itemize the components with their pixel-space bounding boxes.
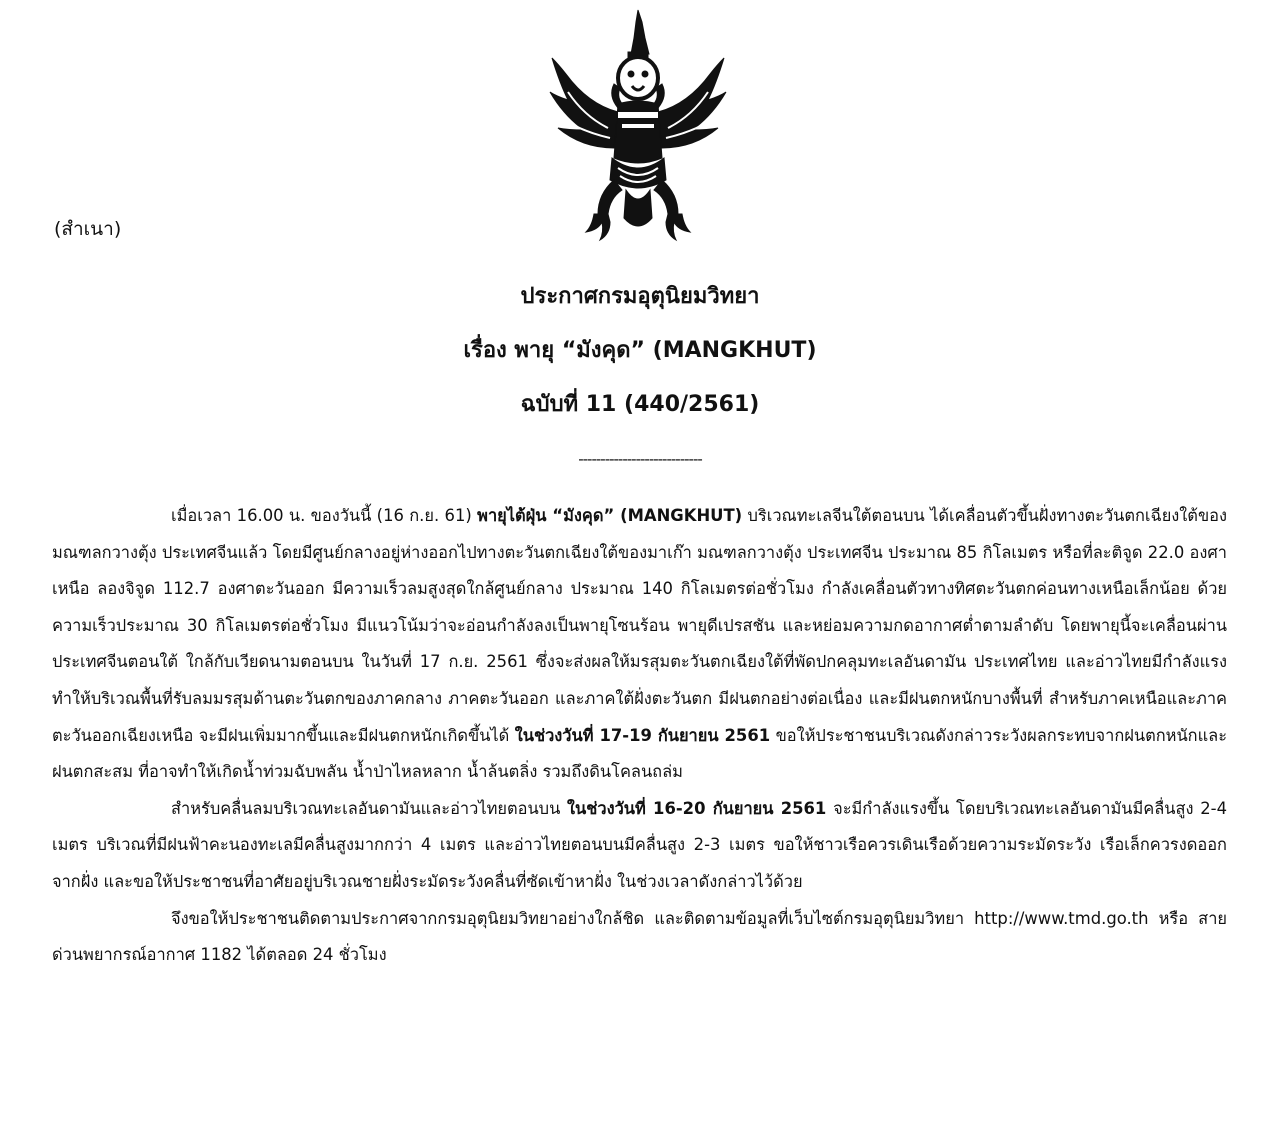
paragraph1-intro: เมื่อเวลา 16.00 น. ของวันนี้ (16 ก.ย. 61) <box>171 506 478 525</box>
paragraph1-text-b: ขอให้ประชาชนบริเวณดังกล่าวระวังผลกระทบจากฝนตกหนักและฝนตกสะสม ที่อาจทำให้เกิดน้ำท่วมฉับพลัน น้ำป่าไหลหลาก น้ำล้นตลิ่ง รวมถึงดินโคลนถล่ม <box>52 725 1227 782</box>
announcement-issue-number: ฉบับที่ 11 (440/2561) <box>520 392 760 417</box>
garuda-emblem-icon <box>548 8 728 246</box>
storm-name-bold: พายุไต้ฝุ่น “มังคุด” (MANGKHUT) <box>477 506 743 525</box>
copy-label: (สำเนา) <box>54 218 122 240</box>
announcement-header <box>0 283 1280 445</box>
wave-period-bold: ในช่วงวันที่ 16-20 กันยายน 2561 <box>567 798 827 818</box>
paragraph-wave-warning <box>52 791 1227 901</box>
paragraph-storm-status <box>52 498 1227 791</box>
announcement-subject: เรื่อง พายุ “มังคุด” (MANGKHUT) <box>463 338 817 363</box>
paragraph3-hotline: หรือ สายด่วนพยากรณ์อากาศ 1182 ได้ตลอด 24 ชั่วโมง <box>52 908 1227 965</box>
announcement-title: ประกาศกรมอุตุนิยมวิทยา <box>520 284 760 309</box>
paragraph2-intro: สำหรับคลื่นลมบริเวณทะเลอันดามันและอ่าวไทยตอนบน <box>171 798 568 818</box>
tmd-website-link[interactable]: http://www.tmd.go.th <box>974 908 1149 928</box>
paragraph-follow-updates <box>52 901 1227 974</box>
paragraph2-text: จะมีกำลังแรงขึ้น โดยบริเวณทะเลอันดามันมีคลื่นสูง 2-4 เมตร บริเวณที่มีฝนฟ้าคะนองทะเลมีคลื่นสูงมากกว่า 4 เมตร และอ่าวไทยตอนบนมีคลื่นสูง 2-3 เมตร ขอให้ชาวเรือควรเดินเรือด้วยความระมัดระวัง เรือเล็กควรงดออกจากฝั่ง และขอให้ประชาชนที่อาศัยอยู่บริเวณชายฝั่งระมัดระวังคลื่นที่ซัดเข้าหาฝั่ง ในช่วงเวลาดังกล่าวไว้ด้วย <box>52 798 1228 891</box>
rain-period-bold: ในช่วงวันที่ 17-19 กันยายน 2561 <box>514 725 771 745</box>
announcement-body <box>52 498 1227 974</box>
separator-line: ---------------------------- <box>578 450 702 468</box>
paragraph3-text: จึงขอให้ประชาชนติดตามประกาศจากกรมอุตุนิยมวิทยาอย่างใกล้ชิด และติดตามข้อมูลที่เว็บไซต์กรมอุตุนิยมวิทยา <box>171 908 975 928</box>
paragraph1-text-a: บริเวณทะเลจีนใต้ตอนบน ได้เคลื่อนตัวขึ้นฝั่งทางตะวันตกเฉียงใต้ของ มณฑลกวางตุ้ง ประเทศจีนแล้ว โดยมีศูนย์กลางอยู่ห่างออกไปทางตะวันตกเฉียงใต้ของมาเก๊า มณฑลกวางตุ้ง ประเทศจีน ประมาณ 85 กิโลเมตร หรือที่ละติจูด 22.0 องศาเหนือ ลองจิจูด 112.7 องศาตะวันออก มีความเร็วลมสูงสุดใกล้ศูนย์กลาง ประมาณ 140 กิโลเมตรต่อชั่วโมง กำลังเคลื่อนตัวทางทิศตะวันตกค่อนทางเหนือเล็กน้อย ด้วยความเร็วประมาณ 30 กิโลเมตรต่อชั่วโมง มีแนวโน้มว่าจะอ่อนกำลังลงเป็นพายุโซนร้อน พายุดีเปรสชัน และหย่อมความกดอากาศต่ำตามลำดับ โดยพายุนี้จะเคลื่อนผ่านประเทศจีนตอนใต้ ใกล้กับเวียดนามตอนบน ในวันที่ 17 ก.ย. 2561 ซึ่งจะส่งผลให้มรสุมตะวันตกเฉียงใต้ที่พัดปกคลุมทะเลอันดามัน ประเทศไทย และอ่าวไทยมีกำลังแรง ทำให้บริเวณพื้นที่รับลมมรสุมด้านตะวันตกของภาคกลาง ภาคตะวันออก และภาคใต้ฝั่งตะวันตก มีฝนตกอย่างต่อเนื่อง และมีฝนตกหนักบางพื้นที่ สำหรับภาคเหนือและภาคตะวันออกเฉียงเหนือ จะมีฝนเพิ่มมากขึ้นและมีฝนตกหนักเกิดขึ้นได้ <box>52 506 1228 745</box>
